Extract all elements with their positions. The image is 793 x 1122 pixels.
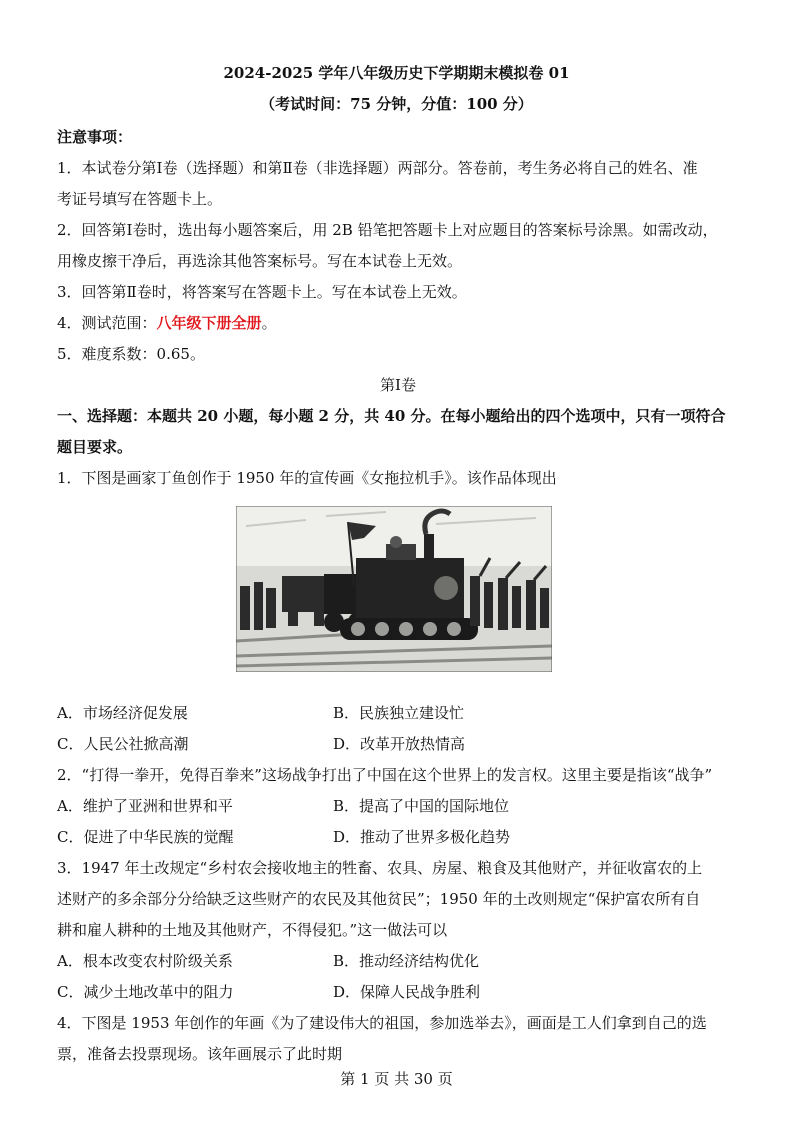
question-2-stem: 2．“打得一拳开，免得百拳来”这场战争打出了中国在这个世界上的发言权。这里主要是指该“战争” bbox=[57, 766, 713, 784]
question-3-stem-line-2: 述财产的多余部分分给缺乏这些财产的农民及其他贫民”；1950 年的土改则规定“保护富农所有自 bbox=[57, 890, 701, 908]
question-3-stem-line-1: 3．1947 年土改规定“乡村农会接收地主的牲畜、农具、房屋、粮食及其他财产，并征收富农的上 bbox=[57, 859, 703, 877]
section-heading-line-2: 题目要求。 bbox=[57, 438, 133, 456]
question-3-option-b: B．推动经济结构优化 bbox=[333, 952, 480, 970]
section-heading-line-1: 一、选择题：本题共 20 小题，每小题 2 分，共 40 分。在每小题给出的四个选项中，只有一项符合 bbox=[57, 407, 726, 425]
question-1-option-d: D．改革开放热情高 bbox=[333, 735, 466, 753]
question-4-stem-line-1: 4．下图是 1953 年创作的年画《为了建设伟大的祖国，参加选举去》，画面是工人们拿到自己的选 bbox=[57, 1014, 707, 1032]
question-2-option-d: D．推动了世界多极化趋势 bbox=[333, 828, 511, 846]
question-1-options-row-2 bbox=[57, 729, 739, 760]
question-1-option-c: C．人民公社掀高潮 bbox=[57, 735, 189, 753]
exam-content bbox=[57, 122, 739, 1070]
notice-item-2-line-2: 用橡皮擦干净后，再选涂其他答案标号。写在本试卷上无效。 bbox=[57, 252, 463, 270]
question-1-figure bbox=[57, 494, 739, 698]
question-3-option-c: C．减少土地改革中的阻力 bbox=[57, 983, 234, 1001]
question-2-options-row-1 bbox=[57, 791, 739, 822]
question-1-options-row-1 bbox=[57, 698, 739, 729]
volume-title: 第Ⅰ卷 bbox=[380, 376, 416, 394]
question-3-option-a: A．根本改变农村阶级关系 bbox=[57, 952, 233, 970]
notice-item-4 bbox=[57, 308, 739, 339]
notice-heading: 注意事项： bbox=[57, 128, 133, 146]
notice-item-1-line-2: 考证号填写在答题卡上。 bbox=[57, 190, 223, 208]
question-2-option-b: B．提高了中国的国际地位 bbox=[333, 797, 510, 815]
question-1-option-b: B．民族独立建设忙 bbox=[333, 704, 465, 722]
notice-item-4-suffix: 。 bbox=[261, 314, 277, 332]
notice-item-3: 3．回答第Ⅱ卷时，将答案写在答题卡上。写在本试卷上无效。 bbox=[57, 283, 467, 301]
test-scope-highlight: 八年级下册全册 bbox=[156, 314, 262, 332]
question-3-options-row-1 bbox=[57, 946, 739, 977]
tractor-poster-image bbox=[236, 506, 552, 672]
notice-item-2-line-1: 2．回答第Ⅰ卷时，选出每小题答案后，用 2B 铅笔把答题卡上对应题目的答案标号涂黑。如需改动， bbox=[57, 221, 718, 239]
question-2-option-c: C．促进了中华民族的觉醒 bbox=[57, 828, 234, 846]
notice-item-1-line-1: 1．本试卷分第Ⅰ卷（选择题）和第Ⅱ卷（非选择题）两部分。答卷前，考生务必将自己的姓名、准 bbox=[57, 159, 698, 177]
question-2-options-row-2 bbox=[57, 822, 739, 853]
notice-item-4-prefix: 4．测试范围： bbox=[57, 314, 157, 332]
question-1-stem: 1．下图是画家丁鱼创作于 1950 年的宣传画《女拖拉机手》。该作品体现出 bbox=[57, 469, 557, 487]
page-number-footer: 第 1 页 共 30 页 bbox=[340, 1070, 453, 1088]
question-4-stem-line-2: 票，准备去投票现场。该年画展示了此时期 bbox=[57, 1045, 343, 1063]
notice-item-5: 5．难度系数：0.65。 bbox=[57, 345, 205, 363]
question-3-stem-line-3: 耕和雇人耕种的土地及其他财产，不得侵犯。”这一做法可以 bbox=[57, 921, 448, 939]
question-3-options-row-2 bbox=[57, 977, 739, 1008]
exam-subtitle: （考试时间：75 分钟，分值：100 分） bbox=[260, 95, 533, 113]
exam-title: 2024-2025 学年八年级历史下学期期末模拟卷 01 bbox=[223, 64, 570, 82]
question-1-option-a: A．市场经济促发展 bbox=[57, 704, 188, 722]
question-2-option-a: A．维护了亚洲和世界和平 bbox=[57, 797, 233, 815]
question-3-option-d: D．保障人民战争胜利 bbox=[333, 983, 481, 1001]
